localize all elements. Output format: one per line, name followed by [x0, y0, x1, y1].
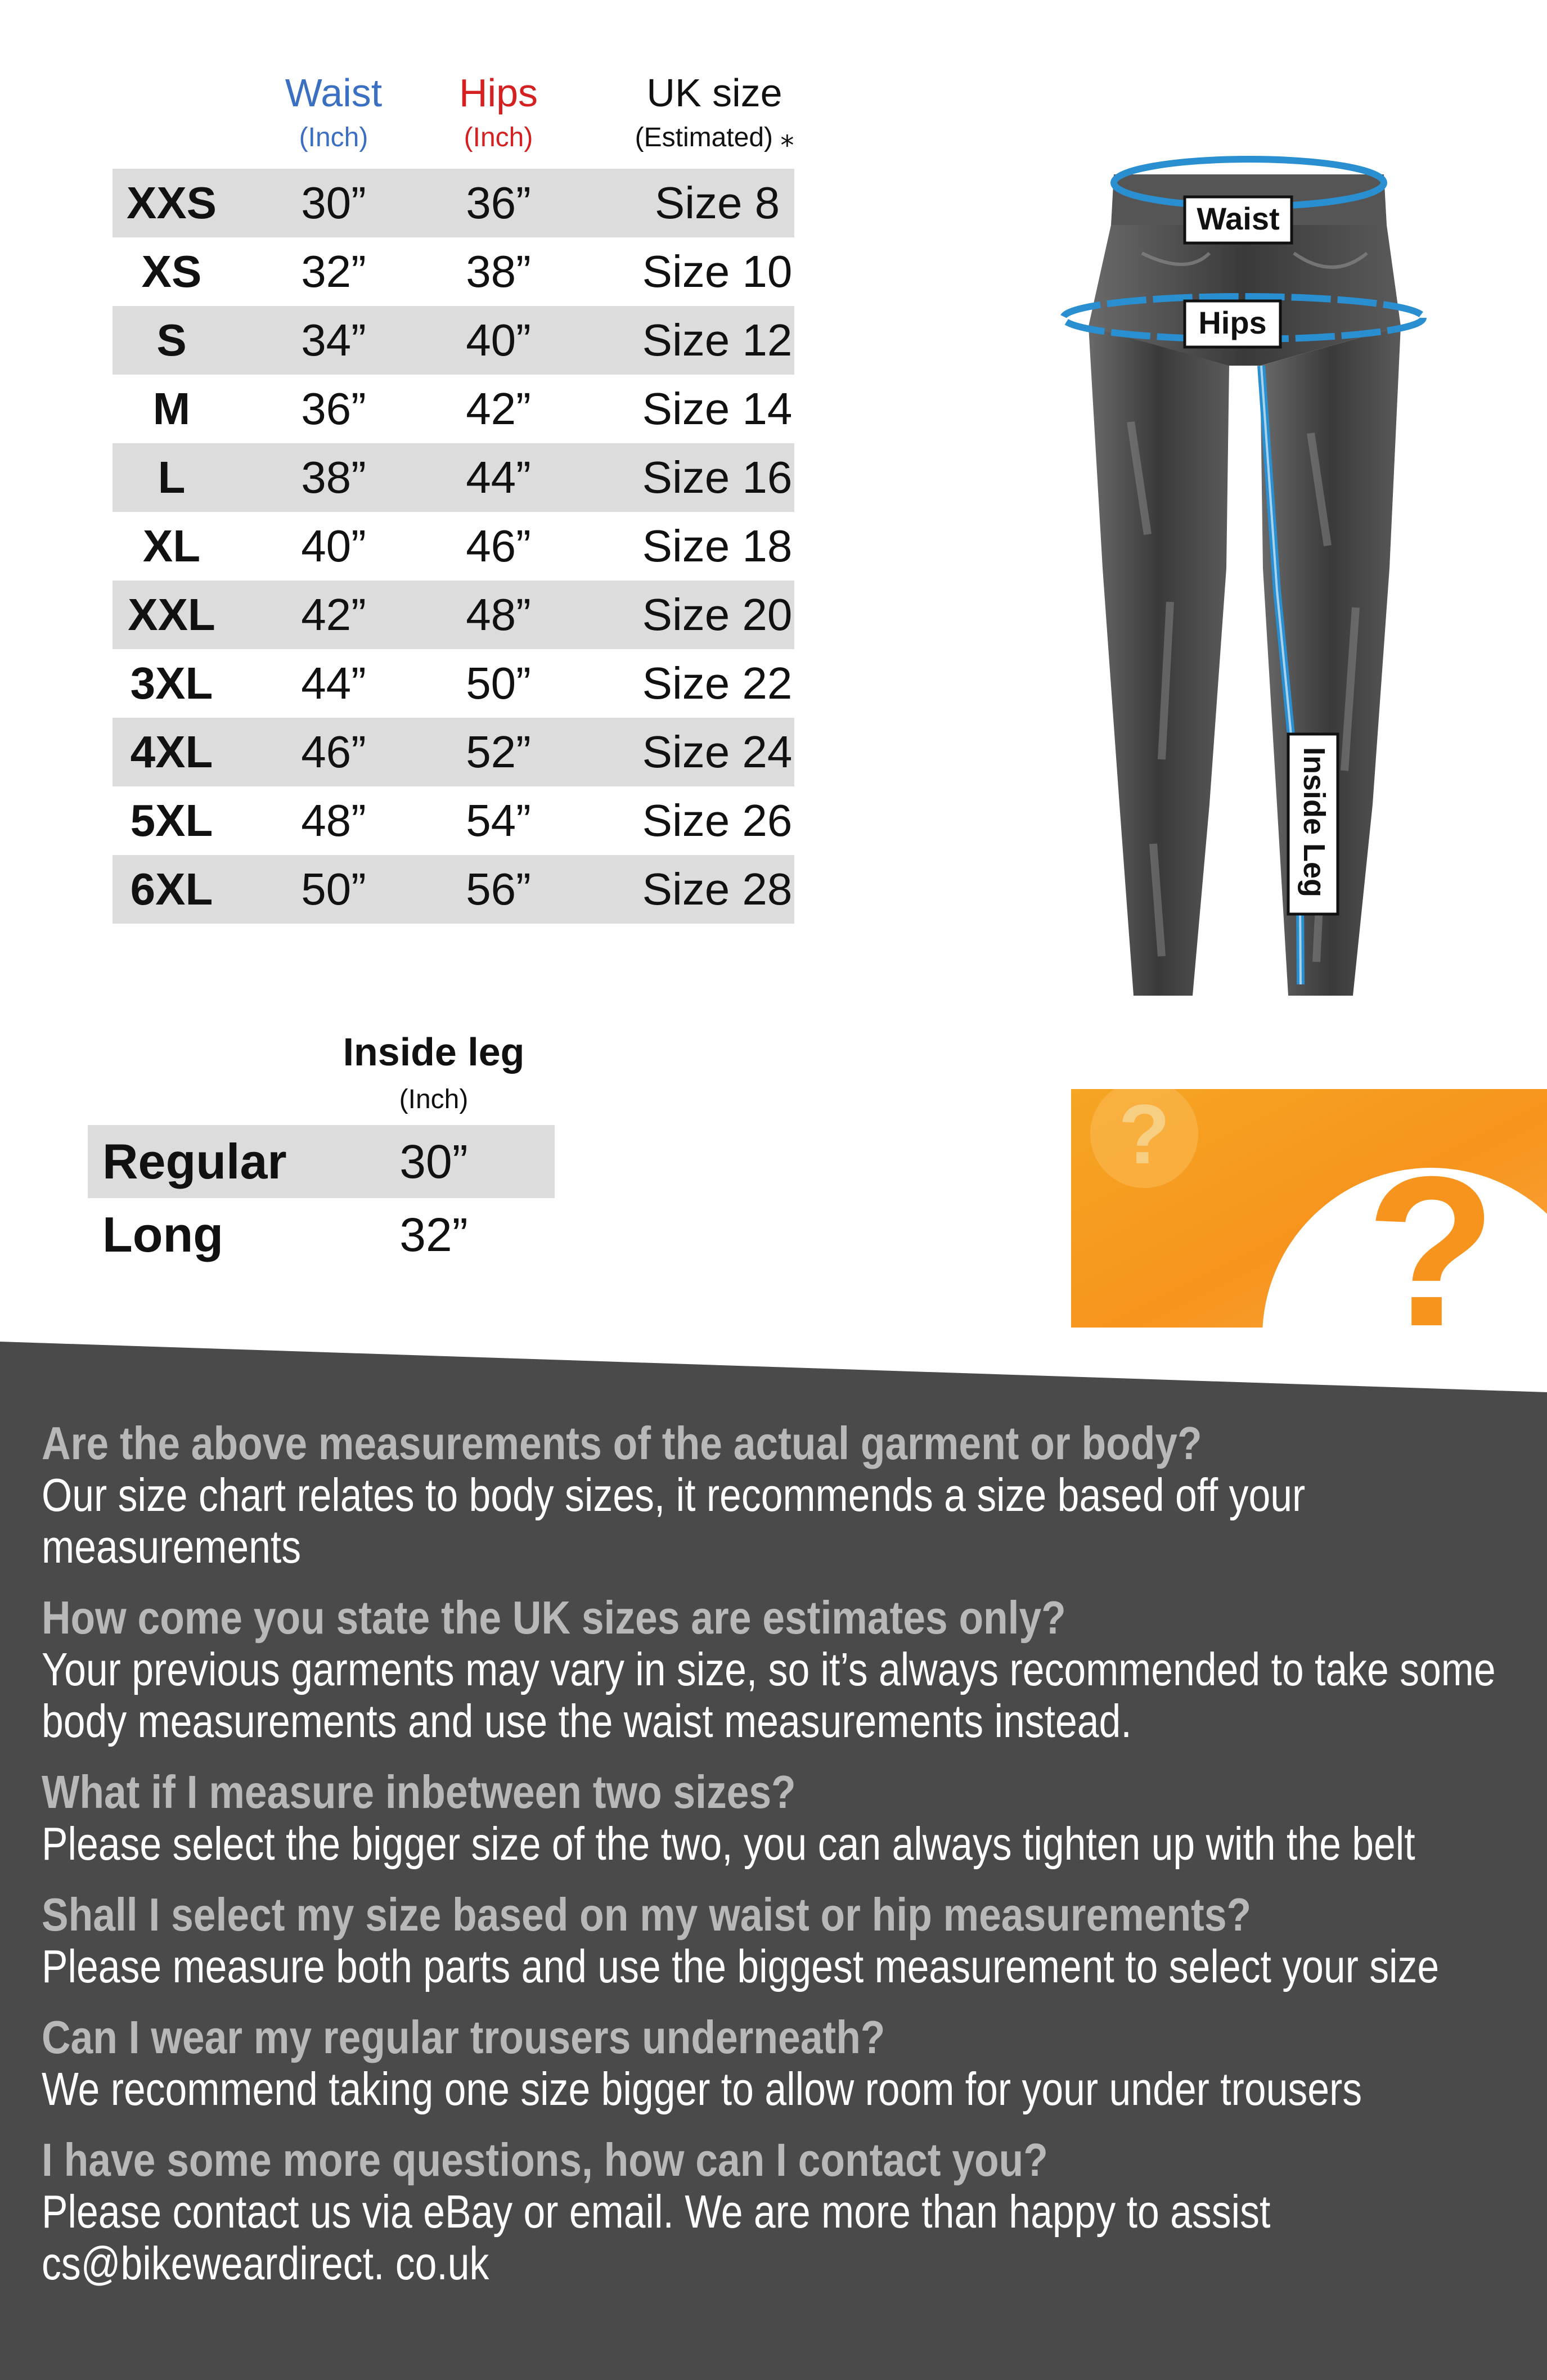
faq-answer-line: Your previous garments may vary in size, so it’s always recommended to take some: [42, 1643, 1496, 1695]
hips-label: Hips: [1198, 305, 1267, 340]
faq-question: Shall I select my size based on my waist or hip measurements?: [42, 1888, 1252, 1941]
faq-section: [42, 1418, 1527, 2309]
waist-value: 34”: [301, 315, 366, 365]
size-label: XXS: [126, 178, 217, 228]
waist-value: 42”: [301, 590, 366, 640]
size-label: 4XL: [130, 727, 213, 777]
uk-size-value: Size 26: [642, 795, 793, 845]
waist-value: 38”: [301, 452, 366, 502]
faq-answer-line: Please measure both parts and use the biggest measurement to select your size: [42, 1940, 1440, 1992]
hips-value: 54”: [466, 795, 531, 845]
inside-leg-label: Inside Leg: [1297, 747, 1331, 898]
inside-leg-title: Inside leg: [343, 1030, 525, 1074]
uk-size-value: Size 24: [642, 727, 793, 777]
hips-header-unit: (Inch): [464, 123, 533, 152]
size-label: S: [156, 315, 187, 365]
size-label: XXL: [128, 590, 215, 640]
faq-item: [42, 1766, 1527, 1870]
uk-size-value: Size 14: [642, 384, 793, 434]
faq-item: [42, 2134, 1527, 2289]
size-label: 6XL: [130, 864, 213, 914]
inside-leg-value: 32”: [399, 1208, 468, 1261]
inside-leg-unit: (Inch): [399, 1085, 469, 1114]
size-label: 5XL: [130, 795, 213, 845]
uk-size-value: Size 28: [642, 864, 793, 914]
svg-text:?: ?: [1365, 1132, 1497, 1328]
uk-size-value: Size 22: [642, 658, 793, 708]
faq-answer-line: We recommend taking one size bigger to allow room for your under trousers: [42, 2063, 1362, 2115]
uk-size-value: Size 10: [642, 246, 793, 296]
inside-leg-value: 30”: [399, 1135, 468, 1188]
uk-size-value: Size 18: [642, 521, 793, 571]
size-label: M: [152, 384, 191, 434]
uk-size-header-note: (Estimated) ⁎: [635, 123, 794, 152]
hips-value: 36”: [466, 178, 531, 228]
waist-header-unit: (Inch): [299, 123, 368, 152]
waist-value: 30”: [301, 178, 366, 228]
waist-value: 44”: [301, 658, 366, 708]
faq-question: How come you state the UK sizes are estimates only?: [42, 1591, 1066, 1644]
size-label: L: [158, 452, 186, 502]
hips-value: 48”: [466, 590, 531, 640]
uk-size-value: Size 20: [642, 590, 793, 640]
hips-value: 38”: [466, 246, 531, 296]
waist-value: 48”: [301, 795, 366, 845]
hips-value: 50”: [466, 658, 531, 708]
faq-answer-line: measurements: [42, 1520, 302, 1573]
faq-question: Can I wear my regular trousers underneath?: [42, 2011, 885, 2063]
faq-question: What if I measure inbetween two sizes?: [42, 1766, 796, 1818]
faq-answer-line: Our size chart relates to body sizes, it recommends a size based off your: [42, 1469, 1306, 1521]
waist-value: 40”: [301, 521, 366, 571]
waist-value: 46”: [301, 727, 366, 777]
faq-item: [42, 1889, 1527, 1992]
hips-value: 46”: [466, 521, 531, 571]
faq-question: I have some more questions, how can I contact you?: [42, 2134, 1048, 2186]
size-label: 3XL: [130, 658, 213, 708]
waist-header-label: Waist: [285, 71, 383, 115]
hips-value: 40”: [466, 315, 531, 365]
waist-value: 36”: [301, 384, 366, 434]
faq-item: [42, 2012, 1527, 2115]
uk-size-value: Size 8: [654, 178, 780, 228]
size-label: XL: [142, 521, 201, 571]
hips-value: 42”: [466, 384, 531, 434]
faq-answer-line: Please contact us via eBay or email. We are more than happy to assist: [42, 2185, 1271, 2238]
hips-value: 52”: [466, 727, 531, 777]
waist-value: 32”: [301, 246, 366, 296]
svg-text:?: ?: [1118, 1089, 1170, 1181]
inside-leg-name: Long: [102, 1207, 224, 1262]
uk-size-value: Size 16: [642, 452, 793, 502]
hips-header-label: Hips: [458, 71, 538, 115]
uk-size-value: Size 12: [642, 315, 793, 365]
faq-question: Are the above measurements of the actual garment or body?: [42, 1417, 1202, 1469]
faq-item: [42, 1418, 1527, 1573]
waist-value: 50”: [301, 864, 366, 914]
waist-label: Waist: [1197, 201, 1280, 236]
faq-answer-line: body measurements and use the waist measurements instead.: [42, 1695, 1132, 1747]
size-label: XS: [141, 246, 202, 296]
hips-value: 44”: [466, 452, 531, 502]
inside-leg-name: Regular: [102, 1133, 287, 1189]
uk-size-header-label: UK size: [646, 71, 783, 115]
hips-value: 56”: [466, 864, 531, 914]
faq-answer-line: Please select the bigger size of the two, you can always tighten up with the belt: [42, 1817, 1415, 1870]
faq-answer-line: cs@bikeweardirect. co.uk: [42, 2237, 489, 2289]
faq-item: [42, 1592, 1527, 1747]
